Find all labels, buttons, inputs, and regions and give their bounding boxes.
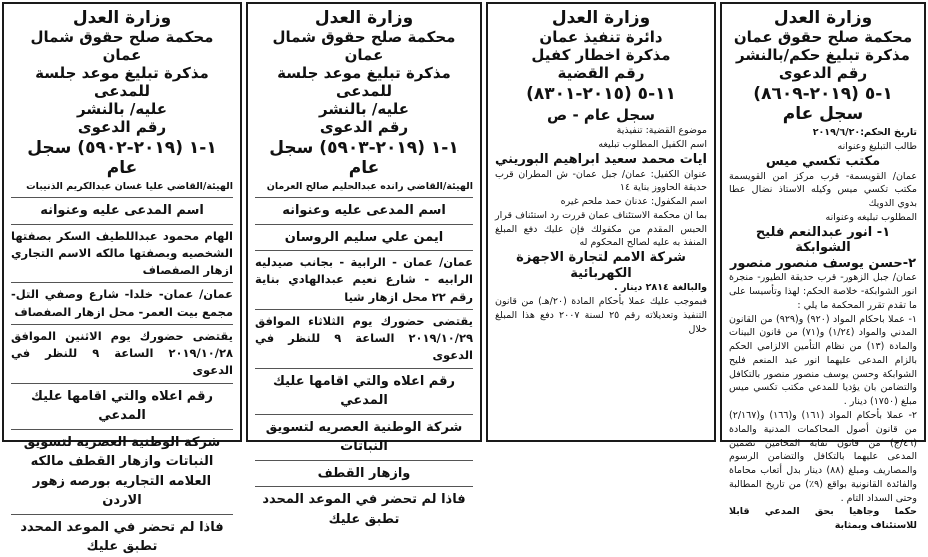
divider [11, 383, 233, 384]
defendant-name: ايمن علي سليم الروسان [284, 229, 444, 245]
court-name: محكمة صلح حقوق عمان [733, 28, 913, 47]
divider [11, 282, 233, 283]
divider [11, 324, 233, 325]
legal-text: فبموجب عليك عملا بأحكام المادة (٢٠/هـ) من قانون التنفيذ وتعديلاته رقم ٢٥ لسنة ٢٠٠٧ دفع هذا المبلغ خلال [495, 296, 707, 335]
defendants-address: عمان/ جبل الزهور- قرب حديقة الطيور- منجرة انور الشوابكة- خلاصة الحكم: لهذا وتأسيسا على ما تقدم تقرر المحكمة ما يلي : [729, 272, 917, 311]
ruling-2: ٢- عملا بأحكام المواد (١٦١) و(١٦٦) و(٢/١٦٧) من قانون أصول المحاكمات المدنية والمادة (٤٦/ج) من قانون نقابة المحامين تضمين المدعى عليهما بالتكافل والتضامن الرسوم والمصاريف ومبلغ (٨٨) دينار بدل أتعاب محاماة والفائدة القانونية بواقع (٩٪) من تاريخ المطالبة وحتى السداد التام . [729, 410, 918, 504]
case-number: ١-٥ (٢٠١٩-٨٦٠٩) سجل عام [753, 84, 893, 125]
divider [11, 514, 233, 515]
case-number: ١١-٥ (٢٠١٥-٨٣٠١) [526, 84, 676, 105]
divider [255, 486, 473, 487]
judge-name: الهيئة/القاضي عليا غسان عبدالكريم الذنيبات [26, 181, 233, 193]
amount-text: والبالغة ٢٨١٤ دينار . [614, 282, 707, 294]
case-number: ١-١ (٢٠١٩-٥٩٠٣) سجل عام [269, 138, 459, 179]
warning-text: فاذا لم تحضر في الموعد المحدد تطبق عليك [262, 492, 466, 527]
notice-type: مذكرة تبليغ موعد جلسة للمدعى [277, 64, 451, 101]
guaranteed-name: اسم المكفول: عدنان حمد ملحم غيره [560, 196, 707, 208]
defendant-address: عمان/ عمان- خلدا- شارع وصفي التل- مجمع بيت العمر- محل ازهار الصفصاف [11, 287, 233, 319]
department-name: دائرة تنفيذ عمان [539, 28, 663, 47]
ministry-title: وزارة العدل [314, 8, 414, 28]
defendant-name: الهام محمود عبداللطيف السكر بصفتها الشخصيه وبصفتها مالكه الاسم التجاري ازهار الصفصاف [11, 228, 233, 278]
divider [11, 197, 233, 198]
ministry-title: وزارة العدل [72, 8, 172, 28]
creditor-name: شركة الامم لتجارة الاجهزة الكهربائية [516, 250, 686, 281]
judgment-date: تاريخ الحكم:٢٠١٩/٦/٢٠ [812, 127, 917, 139]
divider [255, 414, 473, 415]
divider [255, 309, 473, 310]
divider [11, 224, 233, 225]
ruling-1: ١- عملا باحكام المواد (٩٢٠) و(٩٢٩) من القانون المدني والمواد (١/٢٤) و(٧١) من قانون البينات والمادة (١٣) من نظام التأمين الالزامي الحكم بالزام المدعى عليهما انور عبد المنعم فليح الشوابكة وحسن يوسف منصور منصور بالتكافل والتضامن بان يؤديا للمدعي مكتب تكسي ميس مبلغ (١٧٥٠) دينار . [729, 313, 917, 408]
notice-type: مذكرة تبليغ موعد جلسة للمدعى [35, 64, 209, 101]
ministry-title: وزارة العدل [551, 8, 651, 28]
defendants-label: المطلوب تبليغه وعنوانه [825, 211, 917, 223]
plaintiff-name: شركة الوطنية العصريه لتسويق النباتات وازهار القطف مالكه العلامه التجاريه بورصه زهور الاردن [23, 434, 221, 509]
case-subject: موضوع القضية: تنفيذية [616, 125, 707, 137]
divider [255, 368, 473, 369]
notice-subtitle: عليه/ بالنشر [77, 100, 167, 119]
register-label: سجل عام - ص [547, 106, 655, 125]
plaintiff-label: رقم اعلاه والتي اقامها عليك المدعي [30, 388, 213, 424]
defendant-label: اسم المدعى عليه وعنوانه [40, 203, 204, 219]
hearing-text: يقتضى حضورك يوم الاثنين الموافق ٢٠١٩/١٠/٢٨ الساعة ٩ للنظر في الدعوى [11, 328, 233, 378]
guarantor-address: عنوان الكفيل: عمان/ جبل عمان- ش المطران قرب حديقة الحاووز بناية ١٤ [495, 168, 707, 194]
case-number: ١-١ (٢٠١٩-٥٩٠٢) سجل عام [27, 138, 217, 179]
plaintiff-name: شركة الوطنية العصريه لتسويق النباتات [265, 419, 463, 455]
notice-text: بما ان محكمة الاستئناف عمان قررت رد استئناف قرار الحبس المقدم من مكفولك فإن عليك دفع المبلغ المنفذ به عليه لصالح المحكوم له [495, 209, 707, 249]
divider [11, 429, 233, 430]
divider [255, 224, 473, 225]
defendant-address: عمان/ عمان - الرابية - بجانب صيدليه الرابيه - شارع نعيم عبدالهادي بناية رقم ٢٢ محل ازهار شيا [255, 255, 473, 304]
plaintiff-label: رقم اعلاه والتي اقامها عليك المدعي [272, 373, 455, 409]
case-label: رقم القضية [557, 64, 645, 83]
notice-hearing-1 [246, 2, 482, 527]
notice-subtitle: عليه/ بالنشر [319, 100, 409, 119]
divider [255, 460, 473, 461]
defendant-1: ١- انور عبدالنعم فليح الشوابكة [755, 224, 891, 256]
guarantor-label: اسم الكفيل المطلوب تبليغه [598, 139, 707, 151]
closing-text: حكما وجاهيا بحق المدعي قابلا للاستئناف وبمثابة [729, 506, 917, 532]
judge-name: الهيئة/القاضي رانده عبدالحليم صالح العرمان [266, 181, 473, 193]
plaintiff-name-cont: وازهار القطف [317, 465, 411, 481]
notice-type: مذكرة تبليغ حكم/بالنشر [736, 46, 910, 65]
divider [255, 197, 473, 198]
hearing-text: يقتضى حضورك يوم الثلاثاء الموافق ٢٠١٩/١٠/٢٩ الساعة ٩ للنظر في الدعوى [255, 313, 473, 363]
office-name: مكتب تكسي ميس [765, 153, 881, 169]
notice-hearing-2 [2, 2, 242, 555]
guarantor-name: ايات محمد سعيد ابراهيم البوريني [495, 151, 707, 167]
warning-text: فاذا لم تحضر في الموعد المحدد تطبق عليك [20, 519, 224, 555]
ministry-title: وزارة العدل [773, 8, 873, 28]
case-label: رقم الدعوى [77, 118, 167, 137]
notice-type: مذكرة اخطار كفيل [531, 46, 671, 65]
case-label: رقم الدعوى [778, 64, 868, 83]
divider [255, 250, 473, 251]
defendant-2: ٢-حسن يوسف منصور منصور [729, 255, 917, 271]
office-address: عمان/ القويسمة- قرب مركز امن القويسمة مكتب تكسي ميس وكيله الاستاذ نضال عطا بدوي الدويك [729, 170, 917, 210]
court-name: محكمة صلح حقوق شمال عمان [272, 28, 456, 65]
court-name: محكمة صلح حقوق شمال عمان [30, 28, 214, 65]
case-label: رقم الدعوى [319, 118, 409, 137]
notice-judgment-publication [720, 2, 926, 532]
notice-guarantor [486, 2, 716, 442]
requester-label: طالب التبليغ وعنوانه [837, 141, 917, 153]
defendant-label: اسم المدعى عليه وعنوانه [282, 203, 446, 219]
